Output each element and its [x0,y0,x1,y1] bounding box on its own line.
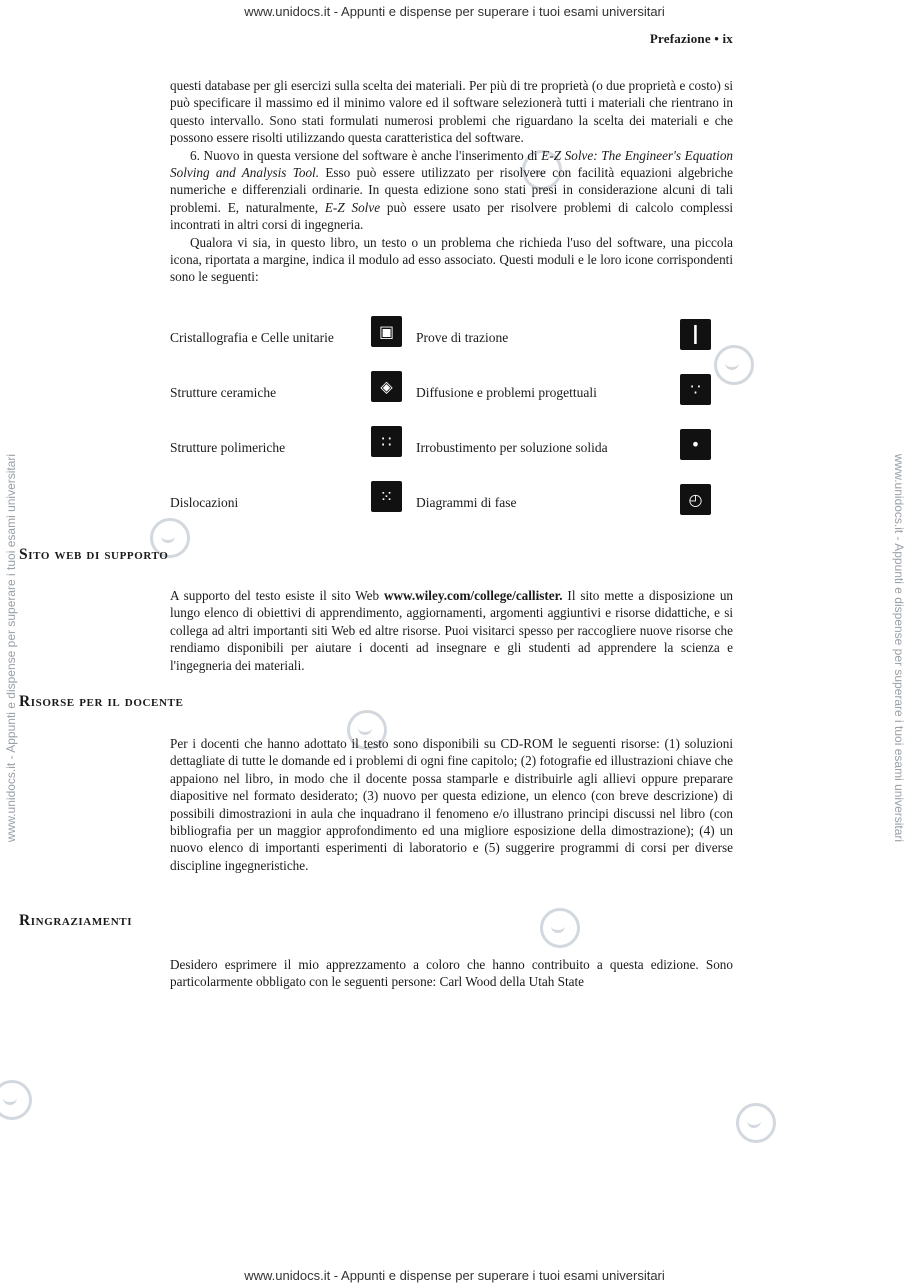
ceramic-structure-icon: ◈ [371,371,402,402]
section-title-docente: Risorse per il docente [19,693,184,710]
module-row [170,481,715,536]
tensile-test-icon: ┃ [680,319,711,350]
watermark-top: www.unidocs.it - Appunti e dispense per superare i tuoi esami universitari [244,4,665,19]
watermark-logo-icon [0,1080,32,1120]
module-label: Prove di trazione [416,330,509,345]
web-section-text [170,587,733,674]
emphasis: E-Z Solve: The Engineer's Equation Solving and Analysis Tool. [170,147,734,181]
text-run: Il sito mette a disposizione un lungo elenco di obiettivi di apprendimento, aggiornamenti, argomenti aggiuntivi e risorse didattiche, e si collega ad altri importanti siti Web ed altre risorse. Puoi visitarci spesso per raccogliere nuove risorse che rendiamo disponibili per aiutare i docenti ad insegnare e gli studenti ad apprendere la scienza e l'ingegneria dei materiali. [170,588,734,673]
polymer-structure-icon: ∷ [371,426,402,457]
watermark-side-left: www.unidocs.it - Appunti e dispense per superare i tuoi esami universitari [4,453,18,843]
module-row [170,316,715,371]
paragraph: questi database per gli esercizi sulla scelta dei materiali. Per più di tre proprietà (o due proprietà e costo) si può specificare il massimo ed il minimo valore ed il software selezionerà tutti i materiali che rientrano in questo intervallo. Sono stati formulati numerosi problemi che riguardano la scelta dei materiali e che possono essere risolti utilizzando questa caratteristica del software. [170,78,733,146]
website-link[interactable]: www.wiley.com/college/callister. [383,588,563,603]
dislocation-icon: ⁙ [371,481,402,512]
watermark-logo-icon [540,908,580,948]
diffusion-icon: ∵ [680,374,711,405]
module-label: Diagrammi di fase [416,495,517,510]
text-run: 6. Nuovo in questa versione del software è anche l'inserimento di [190,147,542,163]
module-label: Strutture polimeriche [170,440,286,455]
ringraziamenti-section-text [170,956,733,991]
running-head: Prefazione • ix [649,31,733,46]
module-row [170,426,715,481]
phase-diagram-icon: ◴ [680,484,711,515]
section-title-web: Sito web di supporto [19,546,169,563]
solid-solution-icon: • [680,429,711,460]
module-label: Irrobustimento per soluzione solida [416,440,608,455]
text-run: A supporto del testo esiste il sito Web [170,588,384,603]
intro-text [170,77,733,286]
paragraph: Qualora vi sia, in questo libro, un testo o un problema che richieda l'uso del software, una piccola icona, riportata a margine, indica il modulo ad esso associato. Questi moduli e le loro icone corrispondenti sono le seguenti: [170,234,733,285]
watermark-logo-icon [714,345,754,385]
paragraph: Desidero esprimere il mio apprezzamento a coloro che hanno contribuito a questa edizione. Sono particolarmente obbligato con le seguenti persone: Carl Wood della Utah State [170,957,733,990]
watermark-logo-icon [736,1103,776,1143]
module-label: Dislocazioni [170,495,239,510]
docente-section-text [170,735,733,874]
module-label: Strutture ceramiche [170,385,277,400]
module-icon-list [170,316,715,536]
text-run: Esso può essere utilizzato per risolvere con facilità equazioni algebriche numeriche e differenziali ordinarie. In questa edizione sono stati presi in considerazione alcuni di tali problemi. E, naturalmente, [170,165,734,215]
module-label: Cristallografia e Celle unitarie [170,330,334,345]
section-title-ringraziamenti: Ringraziamenti [19,912,133,929]
module-row [170,371,715,426]
text-run: può essere usato per risolvere problemi di calcolo complessi incontrati in altri corsi di ingegneria. [170,199,733,233]
paragraph [170,147,733,234]
watermark-side-right: www.unidocs.it - Appunti e dispense per superare i tuoi esami universitari [892,453,906,843]
emphasis: E-Z Solve [324,199,381,215]
paragraph: Per i docenti che hanno adottato il testo sono disponibili su CD-ROM le seguenti risorse: (1) soluzioni dettagliate di tutte le domande ed i problemi di ogni fine capitolo; (2) fotografie ed illustrazioni chiave che appaiono nel libro, in modo che il docente possa stamparle e distribuirle agli allievi oppure preparare diapositive nel formato desiderato; (3) nuovo per questa edizione, un elenco (con breve descrizione) di possibili dimostrazioni in aula che inquadrano il fenomeno e/o illustrano principi discussi nel libro (con bibliografia per un maggior approfondimento ed una migliore esposizione della dimostrazione); (4) un nuovo elenco di importanti esperimenti di laboratorio e (5) suggerire programmi di corsi per diverse discipline ingegneristiche. [170,736,733,873]
crystal-cell-icon: ▣ [371,316,402,347]
module-label: Diffusione e problemi progettuali [416,385,597,400]
paragraph [170,587,733,674]
watermark-bottom: www.unidocs.it - Appunti e dispense per superare i tuoi esami universitari [244,1268,665,1283]
